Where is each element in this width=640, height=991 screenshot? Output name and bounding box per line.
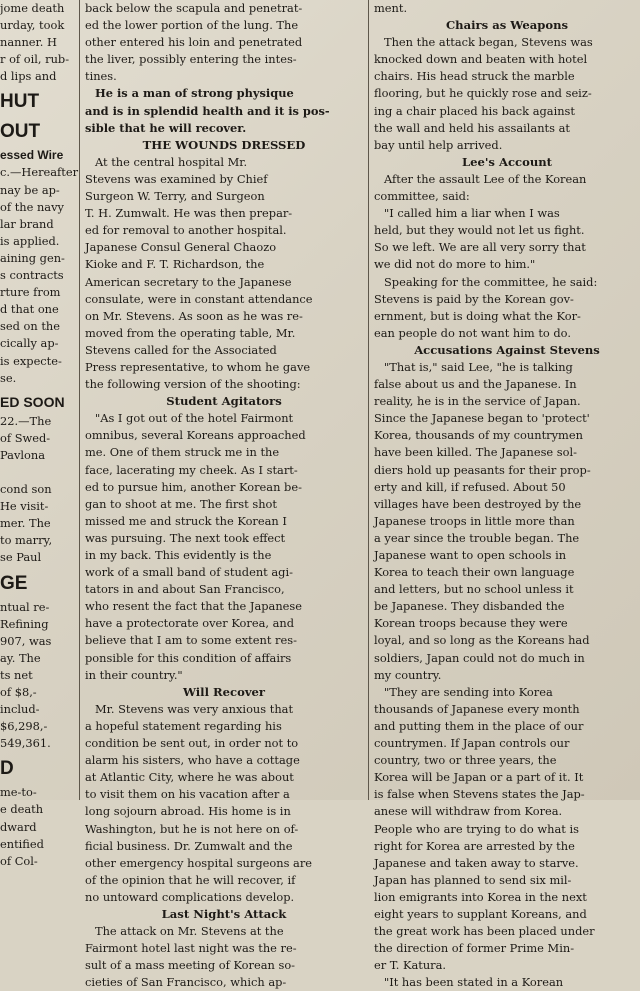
subhead-chairs-as-weapons: Chairs as Weapons xyxy=(445,18,569,33)
left-column xyxy=(0,0,79,868)
accusations-paragraph: "That is," said Lee, "he is talking false about us and the Japanese. In reality, he is in the service of Japan. Since the Japanese began to 'protect' Korea, thousands of my countrymen have been killed. The Japanese sol- diers hold up peasants for their prop- erty and kill, if refused. About 50 villages have been destroyed by the Japanese troops in little more than a year since the trouble began. The Japanese want to open schools in Korea to teach their own language and letters, but no school unless it be Japanese. They disbanded the Korean troops because they were loyal, and so long as the Koreans had soldiers, Japan could not do much in my country. xyxy=(374,359,591,682)
right-top-line: ment. xyxy=(374,1,408,15)
lee-paragraph: After the assault Lee of the Korean committee, said: "I called him a liar when I was held, but they would not let us fight. So we left. We are all very sorry that we did not do more to him." Speaking for the committee, he said: Stevens is paid by the Korean gov- ernment, but is doing what the Kor- ean people do not want him to do. xyxy=(374,171,598,340)
wire-article-text: c.—Hereafter nay be ap- of the navy lar brand is applied. aining gen- s contracts rture from d that one sed on the cically ap- is expecte- se. xyxy=(0,165,79,385)
subhead-last-nights-attack: Last Night's Attack xyxy=(161,906,287,921)
ge-article-text: ntual re- Refining 907, was ay. The ts net of $8,- includ- $6,298,- 549,361. xyxy=(0,599,52,751)
bold-paragraph: He is a man of strong physique and is in splendid health and it is pos- sible that he will recover. xyxy=(85,86,330,135)
headline-shut-out: HUT OUT xyxy=(0,91,41,143)
subhead-student-agitators: Student Agitators xyxy=(166,394,282,409)
headline-ge: GE xyxy=(0,572,28,594)
d-article-text: me-to- e death dward entified of Col- xyxy=(0,785,44,868)
right-column xyxy=(374,0,640,990)
subhead-will-recover: Will Recover xyxy=(182,684,266,699)
chairs-paragraph: Then the attack began, Stevens was knocked down and beaten with hotel chairs. His head struck the marble flooring, but he quickly rose and seiz- ing a chair placed his back against the wall and held his assailants at bay until help arrived. xyxy=(374,35,593,152)
subhead-accusations-against-stevens: Accusations Against Stevens xyxy=(414,342,600,357)
subhead-wounds-dressed: THE WOUNDS DRESSED xyxy=(142,137,306,152)
subhead-lees-account: Lee's Account xyxy=(461,154,553,169)
headline-soon: ED SOON xyxy=(0,393,65,410)
column-rule-left xyxy=(79,0,80,800)
middle-column xyxy=(85,0,363,990)
recover-paragraph: Mr. Stevens was very anxious that a hopeful statement regarding his condition be sent out, in order not to alarm his sisters, who have a cottage at Atlantic City, where he was about to visit them on his vacation after a long sojourn abroad. His home is in Washington, but he is not here on of- ficial business. Dr. Zumwalt and the other emergency hospital surgeons are of the opinion that he will recover, if no untoward complications develop. xyxy=(85,701,313,904)
attack-paragraph: The attack on Mr. Stevens at the Fairmont hotel last night was the re- sult of a mass meeting of Korean so- cieties of San Francisco, which ap- xyxy=(85,924,297,990)
sending-paragraph: "They are sending into Korea thousands of Japanese every month and putting them in the place of our countrymen. If Japan controls our country, two or three years, the Korea will be Japan or a part of it. It is false when Stevens states the Jap- anese will withdraw from Korea. People who are trying to do what is right for Korea are arrested by the Japanese and taken away to starve. Japan has planned to send six mil- lion emigrants into Korea in the next eight years to supplant Koreans, and the great work has been placed under the direction of former Prime Min- er T. Katura. "It has been stated in a Korean xyxy=(374,684,595,990)
headline-d: D xyxy=(0,758,14,780)
intro-paragraph: back below the scapula and penetrat- ed the lower portion of the lung. The other entered his loin and penetrated the liver, possibly entering the intes- tines. xyxy=(85,1,303,84)
left-top-text: jome death urday, took nanner. H r of oil, rub- d lips and xyxy=(0,1,70,84)
soon-article-text: 22.—The of Swed- Pavlona cond son He visit- mer. The to marry, se Paul xyxy=(0,413,53,565)
column-rule-right xyxy=(368,0,369,800)
agitators-paragraph: "As I got out of the hotel Fairmont omnibus, several Koreans approached me. One of them struck me in the face, lacerating my cheek. As I start- ed to pursue him, another Korean be- gan to shoot at me. The first shot missed me and struck the Korean I was pursuing. The next took effect in my back. This evidently is the work of a small band of student agi- tators in and about San Francisco, who resent the fact that the Japanese have a protectorate over Korea, and believe that I am to some extent res- ponsible for this condition of affairs in their country." xyxy=(85,411,306,682)
wounds-paragraph: At the central hospital Mr. Stevens was examined by Chief Surgeon W. Terry, and Surgeon T. H. Zumwalt. He was then prepar- ed for removal to another hospital. Japanese Consul General Chaozo Kioke and F. T. Richardson, the American secretary to the Japanese consulate, were in constant attendance on Mr. Stevens. As soon as he was re- moved from the operating table, Mr. Stevens called for the Associated Press representative, to whom he gave the following version of the shooting: xyxy=(85,154,313,392)
subhead-wire: essed Wire xyxy=(0,148,64,163)
